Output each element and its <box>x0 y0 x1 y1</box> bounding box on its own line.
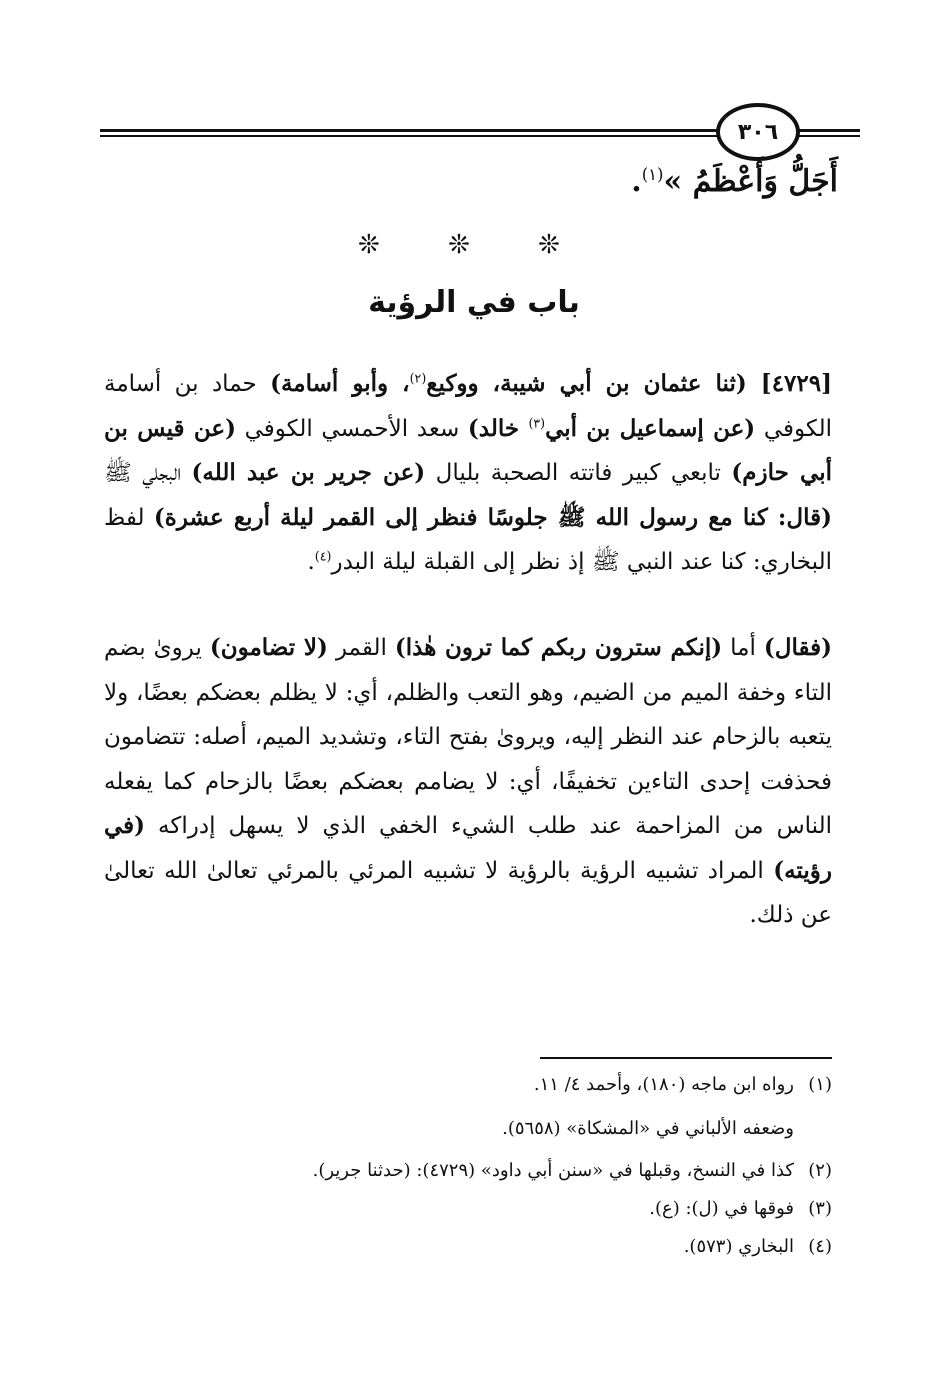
footnote-separator <box>540 1057 832 1059</box>
text-bold: خالد) <box>467 414 529 442</box>
footnote-4 <box>684 1234 832 1260</box>
text-plain: القمر <box>327 635 395 661</box>
text-bold: (قال: كنا مع رسول الله ﷺ جلوسًا فنظر إلى القمر ليلة أربع عشرة) <box>153 503 832 531</box>
page-number-badge <box>716 103 800 161</box>
footnote-text: فوقها في (ل): (ع). <box>649 1198 794 1219</box>
footnote-ref: (٢) <box>409 370 427 386</box>
text-plain: البجلي ﷺ <box>104 460 192 486</box>
text-plain: حماد بن أسامة الكوفي <box>104 371 833 442</box>
text-plain: سعد الأحمسي الكوفي <box>235 415 468 442</box>
footnote-text: كذا في النسخ، وقبلها في «سنن أبي داود» (٤٧٢٩): (حدثنا جرير). <box>312 1160 794 1181</box>
footnote-text: البخاري (٥٧٣). <box>683 1236 794 1257</box>
footnote-ref: (٣) <box>528 414 546 430</box>
footnote-text: وضعفه الألباني في «المشكاة» (٥٦٥٨). <box>502 1118 794 1139</box>
text-bold: (عن قيس بن أبي حازم) <box>104 414 833 486</box>
footnote-3 <box>649 1196 832 1222</box>
footnote-number: (٣) <box>808 1198 832 1219</box>
text-bold: ، وأبو أسامة) <box>270 370 410 397</box>
text-bold: (فقال) <box>763 634 832 661</box>
footnote-ref: (٤) <box>314 548 332 564</box>
footnote-1 <box>534 1072 832 1098</box>
text-plain: يروىٰ بضم التاء وخفة الميم من الضيم، وهو التعب والظلم، أي: لا يظلم بعضكم بعضًا، ولا يتعبه بالزحام عند النظر إليه، ويروىٰ بفتح التاء، وتشديد الميم، أصله: تتضامون فحذفت إحدى التاءين تخفيفًا، أي: لا يضامم بعضكم بعضًا بالزحام كما يفعله الناس من المزاحمة عند طلب الشيء الخفي الذي لا يسهل إدراكه <box>104 635 832 839</box>
text-bold: (إنكم سترون ربكم كما ترون هٰذا) <box>394 634 723 661</box>
text-bold: (عن جرير بن عبد الله) <box>191 459 426 486</box>
text-bold: (في رؤيته) <box>104 812 832 884</box>
text-bold: (لا تضامون) <box>209 634 328 661</box>
chapter-title: باب في الرؤية <box>368 285 580 320</box>
paragraph-hadith <box>104 362 832 585</box>
footnote-ref: (١) <box>641 165 664 184</box>
continuation-line <box>631 162 838 202</box>
text-plain: أما <box>722 635 764 661</box>
continuation-end: . <box>631 164 642 199</box>
footnote-1-continued <box>502 1116 794 1142</box>
continuation-text: أَجَلُّ وَأَعْظَمُ » <box>663 164 838 199</box>
text-plain: . <box>307 549 315 575</box>
footnote-text: رواه ابن ماجه (١٨٠)، وأحمد ٤/ ١١. <box>533 1074 794 1095</box>
page-number: ٣٠٦ <box>737 119 779 145</box>
text-plain: المراد تشبيه الرؤية بالرؤية لا تشبيه المرئي بالمرئي تعالىٰ الله تعالىٰ عن ذلك. <box>104 857 832 928</box>
text-bold: [٤٧٢٩] (ثنا عثمان بن أبي شيبة، ووكيع <box>426 370 832 397</box>
paragraph-commentary <box>104 626 832 938</box>
footnote-2 <box>313 1158 832 1184</box>
section-separator: ❊ ❊ ❊ <box>358 230 590 260</box>
text-bold: (عن إسماعيل بن أبي <box>545 414 756 442</box>
text-plain: تابعي كبير فاتته الصحبة بليال <box>425 460 732 486</box>
footnote-number: (٢) <box>808 1160 832 1181</box>
footnote-number: (١) <box>808 1074 832 1095</box>
footnote-number: (٤) <box>808 1236 832 1257</box>
text-plain: لفظ البخاري: كنا عند النبي ﷺ إذ نظر إلى القبلة ليلة البدر <box>104 504 832 575</box>
